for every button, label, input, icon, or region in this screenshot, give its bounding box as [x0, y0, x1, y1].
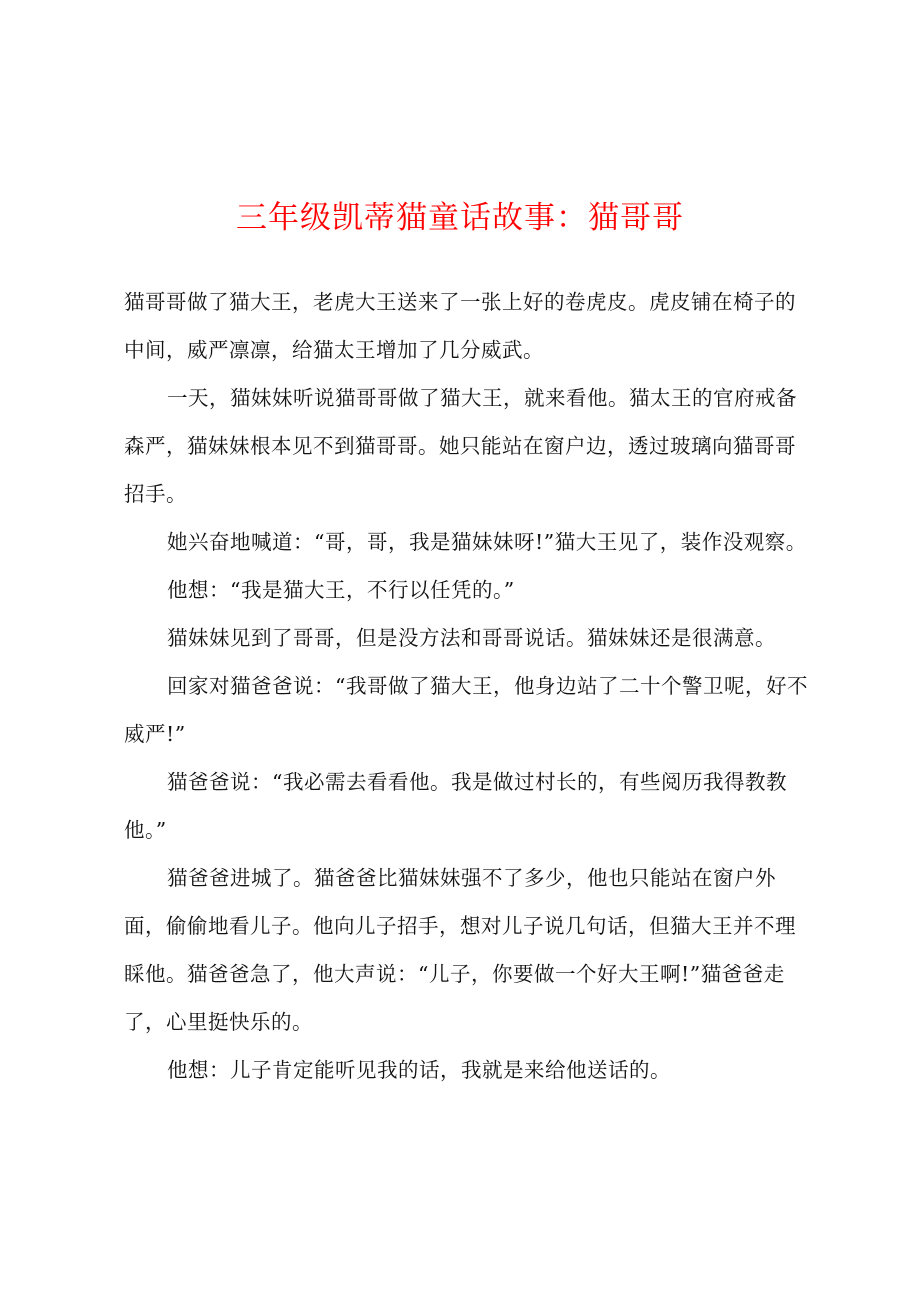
- paragraph: 他想：“我是猫大王，不行以任凭的。”: [167, 578, 515, 602]
- paragraph: 他想：儿子肯定能听见我的话，我就是来给他送话的。: [167, 1058, 671, 1082]
- document-title: 三年级凯蒂猫童话故事：猫哥哥: [236, 200, 684, 236]
- paragraph: 猫爸爸说：“我必需去看看他。我是做过村长的，有些阅历我得教教他。”: [124, 770, 787, 842]
- paragraph: 猫哥哥做了猫大王，老虎大王送来了一张上好的卷虎皮。虎皮铺在椅子的中间，威严凛凛，给猫太王增加了几分威武。: [124, 290, 796, 362]
- paragraph: 一天，猫妹妹听说猫哥哥做了猫大王，就来看他。猫太王的官府戒备森严，猫妹妹根本见不到猫哥哥。她只能站在窗户边，透过玻璃向猫哥哥招手。: [124, 386, 797, 506]
- paragraph: 猫爸爸进城了。猫爸爸比猫妹妹强不了多少，他也只能站在窗户外面，偷偷地看儿子。他向儿子招手，想对儿子说几句话，但猫大王并不理睬他。猫爸爸急了，他大声说：“儿子，你要做一个好大王啊!”猫爸爸走了，心里挺快乐的。: [124, 866, 796, 1034]
- paragraph: 回家对猫爸爸说：“我哥做了猫大王，他身边站了二十个警卫呢，好不威严!”: [124, 674, 808, 746]
- document-body: [124, 278, 810, 1094]
- paragraph: 她兴奋地喊道：“哥，哥，我是猫妹妹呀!”猫大王见了，装作没观察。: [167, 530, 807, 554]
- paragraph: 猫妹妹见到了哥哥，但是没方法和哥哥说话。猫妹妹还是很满意。: [167, 626, 776, 650]
